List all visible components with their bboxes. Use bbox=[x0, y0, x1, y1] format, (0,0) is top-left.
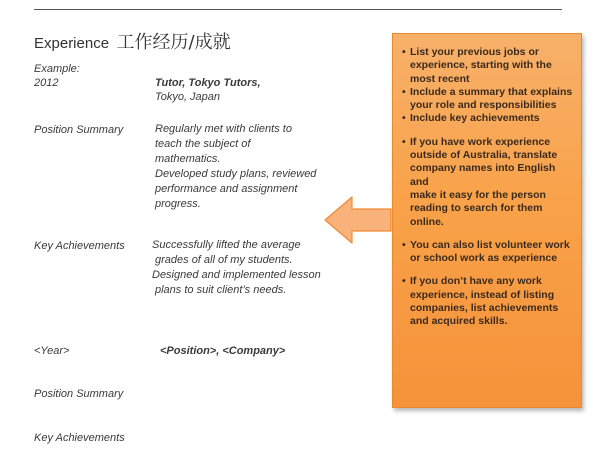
left-arrow-icon bbox=[324, 196, 392, 244]
achievement-line: Designed and implemented lesson bbox=[152, 269, 321, 281]
template-year: <Year> bbox=[34, 345, 70, 357]
tip-line: reading to search for them bbox=[410, 202, 543, 215]
tip-item bbox=[402, 46, 575, 86]
heading-chinese: 工作经历/成就 bbox=[116, 32, 231, 53]
tip-line: company names into English and bbox=[410, 162, 556, 188]
tip-line: experience, starting with the bbox=[410, 59, 552, 72]
summary-line: teach the subject of bbox=[155, 138, 251, 150]
example-achievements-label: Key Achievements bbox=[34, 240, 125, 252]
tip-line: List your previous jobs or bbox=[410, 46, 539, 58]
tip-line: Include key achievements bbox=[410, 112, 540, 125]
example-label: Example: bbox=[34, 63, 80, 75]
heading-english: Experience bbox=[34, 35, 110, 52]
example-summary-label: Position Summary bbox=[34, 124, 124, 136]
template-achievements-label: Key Achievements bbox=[34, 432, 125, 444]
bullet-icon: • bbox=[402, 85, 406, 98]
tips-box bbox=[392, 33, 582, 408]
tip-item bbox=[402, 275, 575, 328]
tip-item bbox=[402, 112, 575, 125]
summary-line: performance and assignment bbox=[155, 183, 298, 195]
example-year: 2012 bbox=[34, 77, 59, 89]
tip-line: and acquired skills. bbox=[410, 315, 508, 328]
tip-line: If you have work experience bbox=[410, 135, 551, 148]
section-heading bbox=[34, 28, 231, 54]
bullet-icon: • bbox=[402, 238, 406, 251]
tip-line: most recent bbox=[410, 72, 470, 85]
tip-line: or school work as experience bbox=[410, 252, 558, 265]
summary-line: mathematics. bbox=[155, 153, 221, 165]
example-position-company: Tutor, Tokyo Tutors, bbox=[155, 77, 261, 89]
example-achievements-text bbox=[152, 238, 321, 298]
template-summary-label: Position Summary bbox=[34, 388, 124, 400]
tip-line: experience, instead of listing bbox=[410, 288, 555, 301]
tip-line: If you don’t have any work bbox=[410, 275, 542, 288]
achievement-line: Successfully lifted the average bbox=[152, 239, 301, 251]
bullet-icon: • bbox=[402, 275, 406, 288]
tip-line: Include a summary that explains bbox=[410, 85, 573, 98]
tip-item bbox=[402, 136, 575, 229]
tip-line: your role and responsibilities bbox=[410, 99, 557, 112]
example-summary-text bbox=[155, 122, 316, 212]
tip-line: You can also list volunteer work bbox=[410, 238, 570, 251]
tip-line: companies, list achievements bbox=[410, 302, 559, 315]
achievement-line: plans to suit client’s needs. bbox=[155, 284, 287, 296]
summary-line: Regularly met with clients to bbox=[155, 123, 292, 135]
top-divider bbox=[34, 9, 562, 10]
bullet-icon: • bbox=[402, 46, 406, 58]
tip-line: outside of Australia, translate bbox=[410, 149, 558, 162]
bullet-icon: • bbox=[402, 135, 406, 148]
achievement-line: grades of all of my students. bbox=[155, 254, 293, 266]
example-location: Tokyo, Japan bbox=[155, 91, 221, 103]
tip-item bbox=[402, 86, 575, 113]
template-position-company: <Position>, <Company> bbox=[160, 345, 286, 357]
tip-line: online. bbox=[410, 215, 444, 228]
summary-line: progress. bbox=[155, 198, 201, 210]
tip-line: make it easy for the person bbox=[410, 188, 546, 201]
tip-item bbox=[402, 239, 575, 266]
bullet-icon: • bbox=[402, 112, 406, 125]
summary-line: Developed study plans, reviewed bbox=[155, 168, 317, 180]
